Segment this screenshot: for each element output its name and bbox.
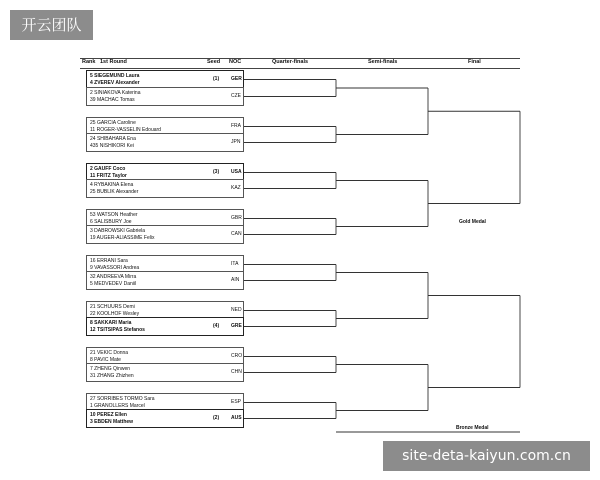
watermark: site-deta-kaiyun.com.cn (383, 441, 590, 471)
player-one: 5 SIEGEMUND Laura (90, 73, 140, 79)
player-two: 5 MEDVEDEV Daniil (90, 281, 137, 287)
header-rank: Rank (82, 59, 96, 65)
noc-code: GBR (231, 215, 242, 221)
player-two: 11 ROGER-VASSELIN Edouard (90, 127, 161, 133)
noc-code: CHN (231, 369, 242, 375)
player-one: 7 ZHENG Qinwen (90, 366, 131, 372)
player-one: 3 DABROWSKI Gabriela (90, 228, 146, 234)
noc-code: JPN (231, 139, 241, 145)
gold-medal-label: Gold Medal (459, 219, 486, 226)
player-two: 25 BUBLIK Alexander (90, 189, 139, 195)
seed-value: (4) (213, 323, 220, 329)
player-one: 21 SCHUURS Demi (90, 304, 135, 310)
noc-code: ESP (231, 399, 242, 405)
noc-code: USA (231, 169, 242, 175)
noc-code: CRO (231, 353, 243, 359)
noc-code: KAZ (231, 185, 241, 191)
player-two: 22 KOOLHOF Wesley (90, 311, 140, 317)
player-one: 27 SORRIBES TORMO Sara (90, 396, 155, 402)
player-one: 16 ERRANI Sara (90, 258, 128, 264)
seed-value: (3) (213, 169, 220, 175)
player-two: 3 EBDEN Matthew (90, 419, 134, 425)
draw-entry (86, 317, 244, 336)
draw-entry (86, 87, 244, 106)
header-semi-finals: Semi-finals (368, 59, 398, 65)
player-one: 24 SHIBAHARA Ena (90, 136, 136, 142)
seed-value: (1) (213, 76, 220, 82)
player-two: 39 MACHAC Tomas (90, 97, 135, 103)
player-two: 12 TSITSIPAS Stefanos (90, 327, 145, 333)
player-one: 8 SAKKARI Maria (90, 320, 132, 326)
player-two: 1 GRANOLLERS Marcel (90, 403, 145, 409)
draw-entry (86, 271, 244, 290)
player-two: 9 VAVASSORI Andrea (90, 265, 140, 271)
header-quarter-finals: Quarter-finals (272, 59, 309, 65)
player-one: 21 VEKIC Donna (90, 350, 129, 356)
player-one: 4 RYBAKINA Elena (90, 182, 134, 188)
noc-code: AIN (231, 277, 240, 283)
player-one: 53 WATSON Heather (90, 212, 138, 218)
player-two: 4 ZVEREV Alexander (90, 80, 140, 86)
player-one: 2 SINIAKOVA Katerina (90, 90, 141, 96)
noc-code: CZE (231, 93, 241, 99)
header-noc: NOC (229, 59, 242, 65)
player-two: 435 NISHIKORI Kei (90, 143, 134, 149)
noc-code: ITA (231, 261, 239, 267)
noc-code: GER (231, 76, 242, 82)
seed-value: (2) (213, 415, 220, 421)
draw-entry (86, 409, 244, 428)
player-two: 19 AUGER-ALIASSIME Felix (90, 235, 155, 241)
draw-entry (86, 133, 244, 152)
noc-code: AUS (231, 415, 242, 421)
draw-entry (86, 363, 244, 382)
header-final: Final (468, 59, 481, 65)
draw-entry (86, 225, 244, 244)
player-one: 10 PEREZ Ellen (90, 412, 127, 418)
player-two: 31 ZHANG Zhizhen (90, 373, 134, 379)
player-two: 11 FRITZ Taylor (90, 173, 127, 179)
header-seed: Seed (207, 59, 221, 65)
player-one: 32 ANDREEVA Mirra (90, 274, 137, 280)
noc-code: CAN (231, 231, 242, 237)
player-one: 25 GARCIA Caroline (90, 120, 136, 126)
bronze-medal-label: Bronze Medal (456, 425, 489, 431)
player-two: 8 PAVIC Mate (90, 357, 121, 363)
noc-code: GRE (231, 323, 242, 329)
noc-code: NED (231, 307, 242, 313)
draw-entry (86, 179, 244, 198)
brand-badge: 开云团队 (10, 10, 93, 40)
header-first-round: 1st Round (100, 59, 127, 65)
player-one: 2 GAUFF Coco (90, 166, 126, 172)
player-two: 6 SALISBURY Joe (90, 219, 132, 225)
noc-code: FRA (231, 123, 241, 129)
